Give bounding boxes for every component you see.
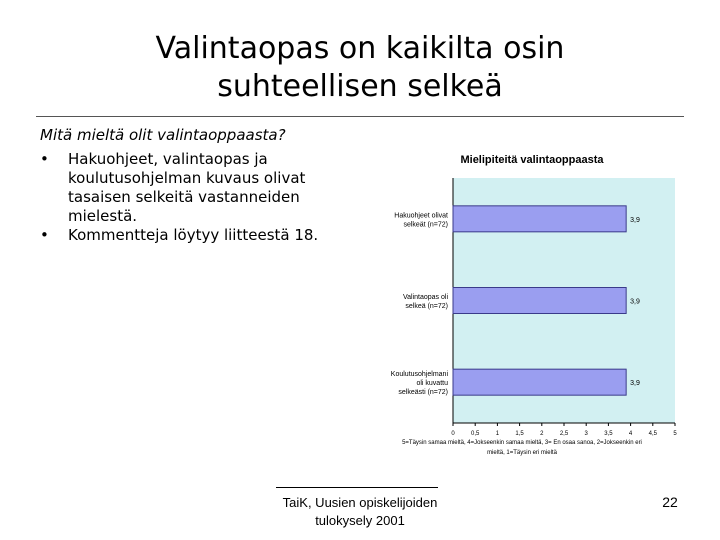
x-tick-label: 4,5 bbox=[648, 431, 657, 437]
x-tick-label: 0,5 bbox=[471, 431, 480, 437]
x-tick-label: 1,5 bbox=[515, 431, 524, 437]
bullet-item bbox=[40, 150, 370, 226]
bullet-text: Hakuohjeet, valintaopas ja koulutusohjelman kuvaus olivat tasaisen selkeitä vastanneiden mielestä. bbox=[68, 150, 306, 225]
bullet-dot: • bbox=[40, 226, 49, 244]
bullet-dot: • bbox=[40, 150, 49, 168]
x-tick-label: 1 bbox=[495, 431, 500, 437]
bullet-item bbox=[40, 226, 370, 245]
x-tick-label: 3 bbox=[584, 431, 588, 437]
chart-title: Mielipiteitä valintaoppaasta bbox=[460, 154, 604, 166]
footer-line1: TaiK, Uusien opiskelijoiden bbox=[282, 495, 438, 510]
category-label: selkeästi (n=72) bbox=[398, 389, 448, 397]
x-tick-label: 2,5 bbox=[559, 431, 569, 437]
category-label: Koulutusohjelmani bbox=[390, 371, 448, 379]
page-number: 22 bbox=[662, 494, 678, 510]
question-text: Mitä mieltä olit valintaoppaasta? bbox=[40, 126, 286, 144]
scale-note-line1: 5=Täysin samaa mieltä, 4=Jokseenkin samaa mieltä, 3= En osaa sanoa, 2=Jokseenkin eri bbox=[402, 440, 642, 446]
x-tick-label: 0 bbox=[451, 431, 455, 437]
x-tick-label: 2 bbox=[540, 431, 544, 437]
slide-title-line1: Valintaopas on kaikilta osin bbox=[155, 31, 565, 66]
category-label: oli kuvattu bbox=[416, 380, 448, 388]
footer-divider bbox=[276, 487, 438, 488]
bar-value-label: 3,9 bbox=[630, 380, 640, 388]
slide-title-line2: suhteellisen selkeä bbox=[217, 69, 503, 104]
bullet-list bbox=[40, 150, 370, 245]
category-label: selkeät (n=72) bbox=[403, 221, 448, 229]
bar bbox=[453, 369, 626, 395]
category-label: selkeä (n=72) bbox=[405, 303, 448, 310]
x-tick-label: 4 bbox=[628, 431, 633, 437]
x-tick-label: 3,5 bbox=[604, 431, 613, 437]
bar-value-label: 3,9 bbox=[630, 216, 640, 224]
scale-note-line2: mieltä, 1=Täysin eri mieltä bbox=[487, 450, 557, 456]
bar bbox=[453, 206, 626, 232]
footer-source bbox=[262, 494, 458, 530]
title-divider bbox=[36, 116, 684, 117]
bullet-text: Kommentteja löytyy liitteestä 18. bbox=[68, 226, 319, 244]
category-label: Hakuohjeet olivat bbox=[394, 212, 448, 220]
x-tick-label: 5 bbox=[673, 431, 677, 437]
footer-line2: tulokysely 2001 bbox=[315, 513, 405, 528]
bar-chart bbox=[360, 148, 685, 460]
bar-value-label: 3,9 bbox=[630, 298, 640, 306]
slide-title bbox=[60, 30, 660, 106]
category-label: Valintaopas oli bbox=[402, 294, 448, 301]
bar bbox=[453, 288, 626, 314]
